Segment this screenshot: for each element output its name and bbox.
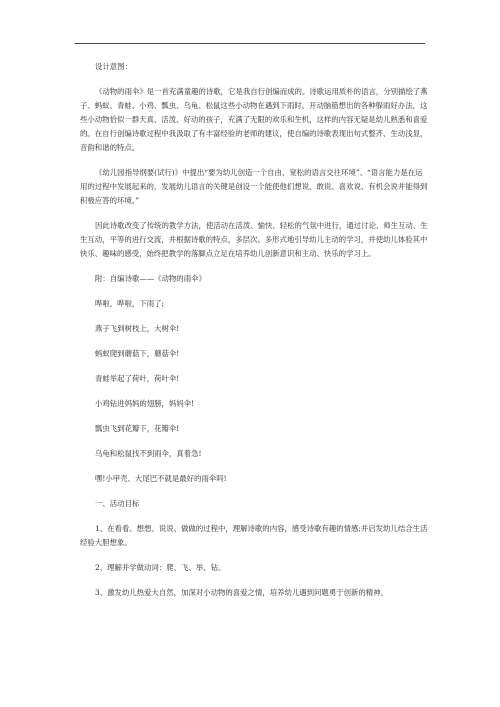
header-rule: [75, 43, 425, 44]
poem-line: 燕子飞到树枝上，大树伞!: [95, 324, 180, 333]
poem-line: 小鸡钻进妈妈的翅膀，妈妈伞!: [95, 399, 195, 408]
goal-item: 1、在看看、想想、说说、做做的过程中，理解诗歌的内容，感受诗歌有趣的情感;并启发幼儿结合生活经验大胆想象。: [80, 524, 428, 547]
design-title: 设计意图：: [95, 62, 132, 71]
poem-line: 瓢虫飞到花瓣下，花瓣伞!: [95, 424, 180, 433]
poem-line: 哗啦，哗啦，下雨了;: [95, 299, 165, 308]
paragraph-3: 因此诗歌改变了传统的教学方法，使活动在活泼、愉快、轻松的气氛中进行，通过讨论、师生互动、生生互动，平等的进行交流，并根据诗歌的特点，多层次、多形式地引导幼儿主动的学习，并使幼儿体验其中快乐、趣味的感受，始终把教学的落脚点立足在培养幼儿创新意识和主动、快乐的学习上。: [80, 221, 428, 258]
poem-line: 乌龟和松鼠找不到雨伞，真着急!: [95, 449, 202, 458]
poem-line: 蚂蚁爬到蘑菇下，蘑菇伞!: [95, 349, 180, 358]
poem-title: 附：自编诗歌——《动物的雨伞》: [95, 274, 206, 283]
goal-item: 3、激发幼儿热爱大自然，加深对小动物的喜爱之情，培养幼儿遇到问题勇于创新的精神。: [95, 588, 388, 597]
document-body: [80, 60, 428, 600]
paragraph-2: 《幼儿园指导纲要(试行)》中提出“要为幼儿创造一个自由、宽松的语言交往环境”、“语言能力是在运用的过程中发展起来的，发展幼儿语言的关键是创设一个能使他们想说、敢说、喜欢说、有机会说并能得到积极应答的环境。”: [80, 168, 428, 205]
poem-line: 嘿!小甲壳、大尾巴不就是最好的雨伞吗!: [95, 474, 227, 483]
paragraph-1: 《动物的雨伞》是一首充满童趣的诗歌，它是我自行创编而成的。诗歌运用质朴的语言，分别描绘了燕子、蚂蚁、青蛙、小鸡、瓢虫、乌龟、松鼠这些小动物在遇到下雨时，开动脑筋想出的各种躲雨好办法，这些小动物恰似一群天真、活泼、好动的孩子，充满了无限的欢乐和生机，这样的内容无疑是幼儿熟悉和喜爱的。在自行创编诗歌过程中我汲取了有丰富经验的老师的建议，使自编的诗歌表现出句式整齐、生动浅显，音韵和谐的特点。: [80, 87, 428, 152]
goal-item: 2、理解并学做动词：爬、飞、举、钻。: [95, 563, 226, 572]
poem-line: 青蛙举起了荷叶，荷叶伞!: [95, 374, 180, 383]
section-heading: 一、活动目标: [95, 499, 140, 508]
